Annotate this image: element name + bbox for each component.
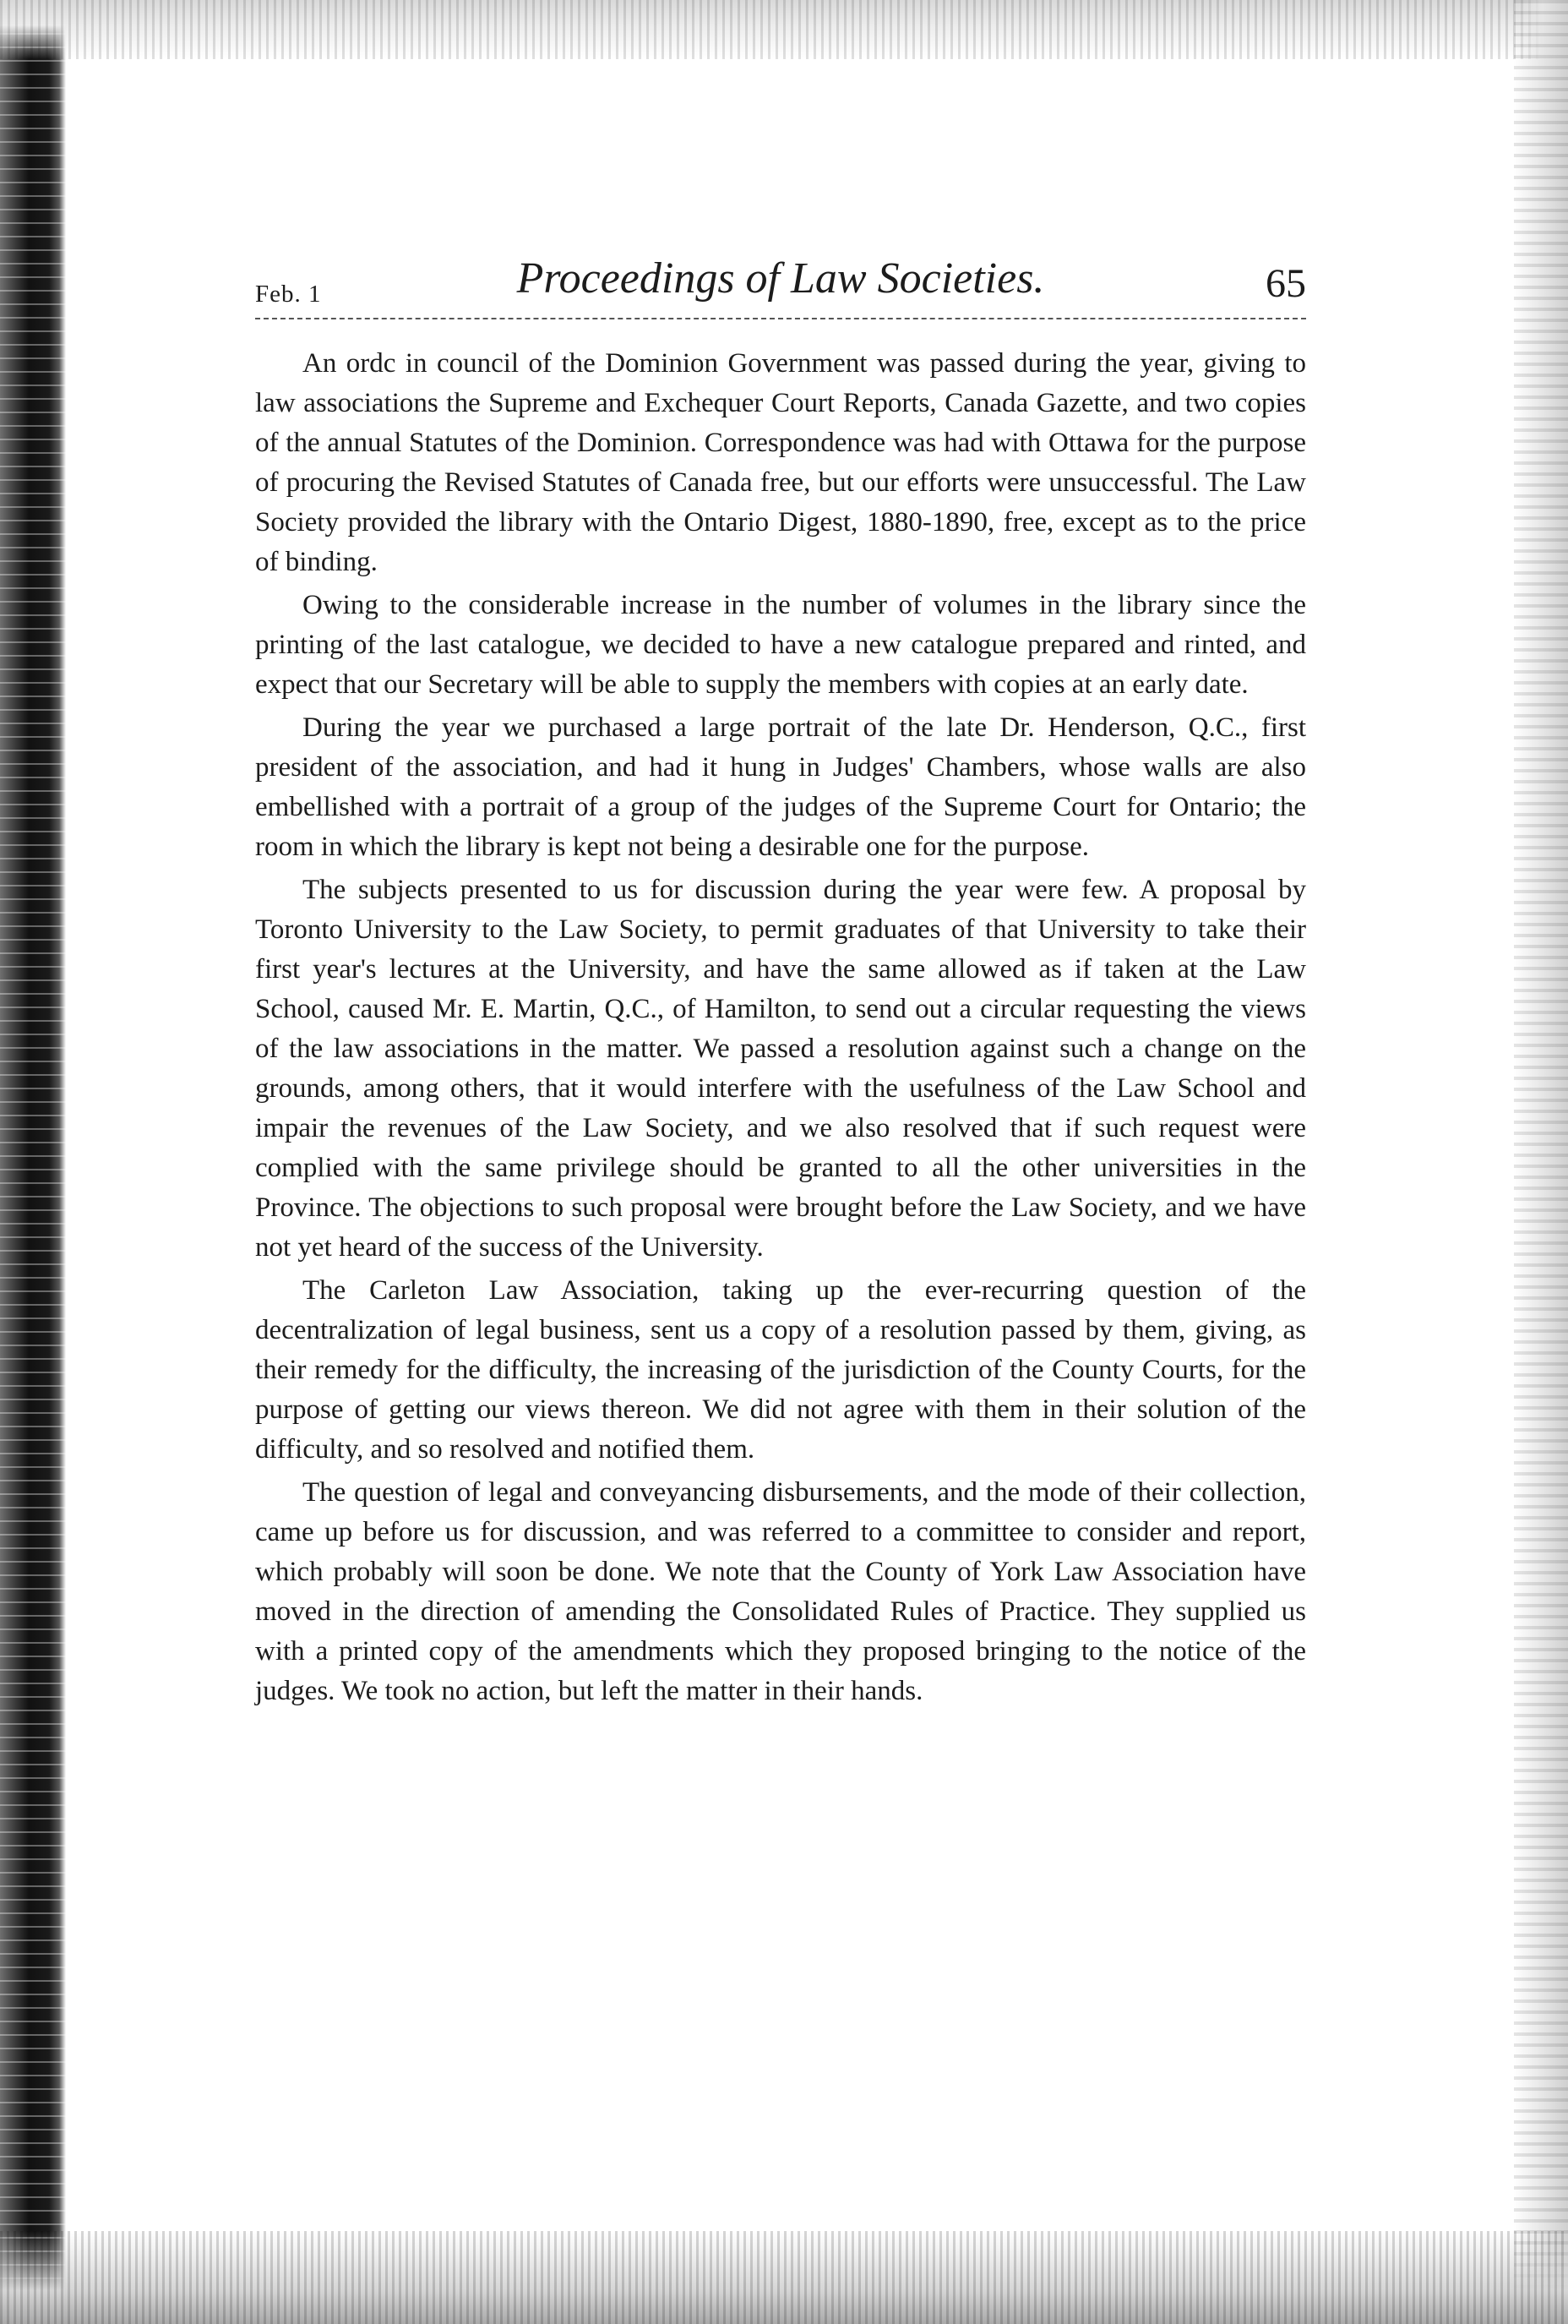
scan-bottom-edge xyxy=(0,2231,1568,2324)
paragraph-2: Owing to the considerable increase in the number of volumes in the library since the printing of the last catalogue, we decided to have a new catalogue prepared and rinted, and expect that our Secretary will be able to supply the members with copies at an early date. xyxy=(255,590,1306,700)
paragraph-3: During the year we purchased a large portrait of the late Dr. Henderson, Q.C., first president of the association, and had it hung in Judges' Chambers, whose walls are also embellished with a portrait of a group of the judges of the Supreme Court for Ontario; the room in which the library is kept not being a desirable one for the purpose. xyxy=(255,712,1306,862)
header-date: Feb. 1 xyxy=(255,281,322,308)
text-column xyxy=(255,344,1306,1711)
paragraph-1: An ordc in council of the Dominion Government was passed during the year, giving to law associations the Supreme and Exchequer Court Reports, Canada Gazette, and two copies of the annual Statutes of the Dominion. Correspondence was had with Ottawa for the purpose of procuring the Revised Statutes of Canada free, but our efforts were unsuccessful. The Law Society provided the library with the Ontario Digest, 1880-1890, free, except as to the price of binding. xyxy=(255,348,1306,577)
header-title: Proceedings of Law Societies. xyxy=(516,254,1045,303)
scan-left-edge xyxy=(0,0,66,2324)
scan-right-edge xyxy=(1514,0,1568,2324)
paragraph-6: The question of legal and conveyancing disbursements, and the mode of their collection, came up before us for discussion, and was referred to a committee to consider and report, which probably will soon be done. We note that the County of York Law Association have moved in the direction of amending the Consolidated Rules of Practice. They supplied us with a printed copy of the amendments which they proposed bringing to the notice of the judges. We took no action, but left the matter in their hands. xyxy=(255,1477,1306,1706)
header-rule xyxy=(255,318,1306,319)
scan-top-edge xyxy=(0,0,1568,59)
paragraph-5: The Carleton Law Association, taking up the ever-recurring question of the decentralization of legal business, sent us a copy of a resolution passed by them, giving, as their remedy for the difficulty, the increasing of the jurisdiction of the County Courts, for the purpose of getting our views thereon. We did not agree with them in their solution of the difficulty, and so resolved and notified them. xyxy=(255,1275,1306,1465)
page-number: 65 xyxy=(1266,261,1306,306)
running-head xyxy=(255,254,1306,319)
paragraph-4: The subjects presented to us for discussion during the year were few. A proposal by Toronto University to the Law Society, to permit graduates of that University to take their first year's lectures at the University, and have the same allowed as if taken at the Law School, caused Mr. E. Martin, Q.C., of Hamilton, to send out a circular requesting the views of the law associations in the matter. We passed a resolution against such a change on the grounds, among others, that it would interfere with the usefulness of the Law School and impair the revenues of the Law Society, and we also resolved that if such request were complied with the same privilege should be granted to all the other universities in the Province. The objections to such proposal were brought before the Law Society, and we have not yet heard of the success of the University. xyxy=(255,875,1306,1263)
